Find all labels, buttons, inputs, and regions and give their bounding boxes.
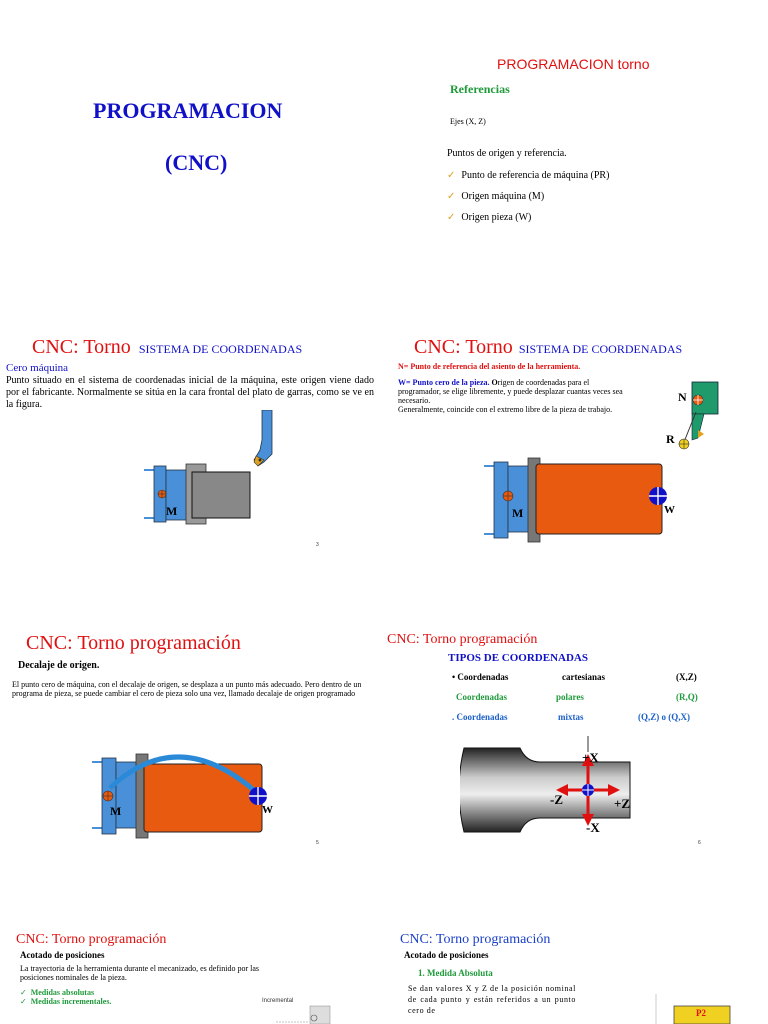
list-item: ✓ Origen pieza (W) <box>447 212 532 223</box>
slide1-subtitle: (CNC) <box>165 150 228 175</box>
workpiece-figure <box>480 456 680 546</box>
label-plus-x: +X <box>582 750 599 765</box>
list-item: ✓ Medidas incrementales. <box>20 997 112 1006</box>
n-definition: N= Punto de referencia del asiento de la herramienta. <box>398 362 581 371</box>
slide7-title: CNC: Torno programación <box>16 932 167 947</box>
slide2-header: PROGRAMACION torno <box>497 56 650 72</box>
list-item: ✓ Origen máquina (M) <box>447 191 545 202</box>
slide8-heading: Acotado de posiciones <box>404 950 489 960</box>
slide-3 <box>0 330 384 630</box>
label-m: M <box>166 504 178 518</box>
label-m: M <box>110 804 122 818</box>
table-row: • Coordenadas cartesianas (X,Z) <box>452 672 697 682</box>
slide3-body: Punto situado en el sistema de coordenadas inicial de la máquina, este origen viene dado por el fabricante. Normalmente se sitúa en la cara frontal del plato de garras, como se ve en la figura. <box>6 375 374 410</box>
check-icon: ✓ <box>447 191 456 202</box>
page-number: 5 <box>316 840 319 846</box>
slide-6 <box>384 630 768 930</box>
slide3-title: CNC: Torno SISTEMA DE COORDENADAS <box>32 336 303 358</box>
label-r: R <box>666 432 675 446</box>
coordinate-types-table <box>452 672 712 732</box>
slide5-heading: Decalaje de origen. <box>18 660 100 671</box>
incremental-figure <box>276 1004 346 1024</box>
slide7-heading: Acotado de posiciones <box>20 950 105 960</box>
label-w: W <box>664 504 675 516</box>
slide2-section: Referencias <box>450 82 510 96</box>
slide4-title: CNC: Torno SISTEMA DE COORDENADAS <box>414 336 683 358</box>
slide8-title: CNC: Torno programación <box>400 932 551 947</box>
slide-1 <box>0 0 384 300</box>
slide1-title: PROGRAMACION <box>93 98 283 123</box>
slide-8 <box>384 930 768 1024</box>
slide8-subheading: 1. Medida Absoluta <box>418 968 493 978</box>
page-number: 6 <box>698 840 701 846</box>
slide7-body: La trayectoria de la herramienta durante el mecanizado, es definido por las posiciones nominales de la pieza. <box>20 964 259 982</box>
check-icon: ✓ <box>447 170 456 181</box>
slide8-body: Se dan valores X y Z de la posición nominal de cada punto y están referidos a un punto cero de <box>408 984 576 1015</box>
check-icon: ✓ <box>20 988 27 997</box>
slide-5 <box>0 630 384 930</box>
label-n: N <box>678 390 687 404</box>
slide5-body: El punto cero de máquina, con el decalaje de origen, se desplaza a un punto más adecuado. Pero dentro de un programa de pieza, se puede cambiar el cero de pieza solo una vez, llamado decalaje de origen programado <box>12 680 362 698</box>
w-definition: W= Punto cero de la pieza. Origen de coordenadas para el programador, se elige libremente, y puede desplazar cuantas veces sea necesario. Generalmente, coincide con el extremo libre de la pieza de trabajo. <box>398 378 623 414</box>
slide2-list <box>447 170 609 233</box>
list-item: ✓ Punto de referencia de máquina (PR) <box>447 170 610 181</box>
incremental-figure-label: Incremental <box>262 998 294 1004</box>
label-minus-x: -X <box>586 820 600 835</box>
slide5-title: CNC: Torno programación <box>26 632 241 654</box>
list-item: ✓ Medidas absolutas <box>20 988 95 997</box>
slide-7 <box>0 930 384 1024</box>
label-minus-z: -Z <box>550 792 563 807</box>
cartesian-axes-figure <box>460 732 650 842</box>
label-m: M <box>512 506 524 520</box>
slide2-axes: Ejes (X, Z) <box>450 117 486 126</box>
slide2-points-intro: Puntos de origen y referencia. <box>447 148 567 159</box>
slide6-title: CNC: Torno programación <box>387 632 538 647</box>
check-icon: ✓ <box>447 212 456 223</box>
slide-2 <box>384 0 768 300</box>
slide3-heading: Cero máquina <box>6 362 69 374</box>
label-w: W <box>262 804 273 816</box>
page-number: 3 <box>316 542 319 548</box>
machine-zero-figure <box>140 410 280 530</box>
slide6-heading: TIPOS DE COORDENADAS <box>448 652 588 664</box>
origin-offset-figure <box>88 740 278 840</box>
table-row: . Coordenadas mixtas (Q,Z) o (Q,X) <box>452 712 690 722</box>
check-icon: ✓ <box>20 997 27 1006</box>
label-plus-z: +Z <box>614 796 631 811</box>
absolute-figure <box>644 992 734 1024</box>
p2-label: P2 <box>696 1008 706 1018</box>
slide-4 <box>384 330 768 630</box>
slide7-list <box>20 988 111 1006</box>
table-row: Coordenadas polares (R,Q) <box>456 692 698 702</box>
